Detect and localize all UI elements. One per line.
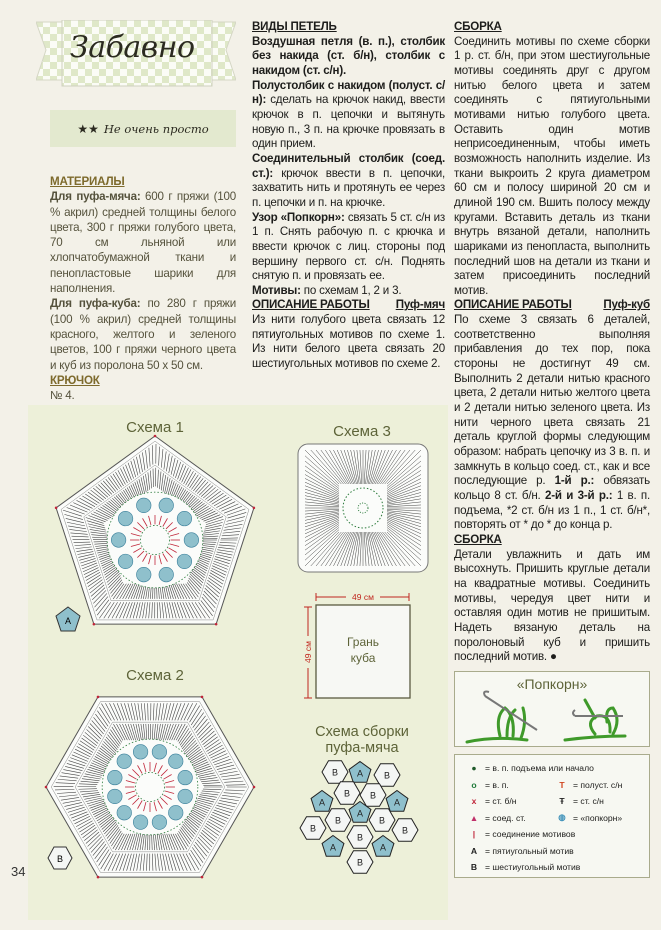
popcorn-stitch-icon [152, 745, 167, 760]
bold-term: Мотивы: [252, 283, 301, 297]
diagram-mark: B [369, 790, 377, 801]
width-dimension: 49 см [352, 592, 374, 602]
legend-row [467, 842, 649, 859]
scheme-2-title: Схема 2 [126, 667, 184, 684]
diagram-mark: B [56, 854, 64, 864]
height-dimension: 49 см [303, 641, 313, 663]
pentagon-motif [311, 791, 333, 812]
legend-row [467, 793, 649, 810]
heading-label: ОПИСАНИЕ РАБОТЫ [454, 298, 572, 312]
scheme-3-title: Схема 3 [333, 423, 391, 440]
diagram-mark: B [356, 857, 364, 868]
scheme-2-hexagon-chart [45, 696, 256, 879]
popcorn-stitch-icon [117, 805, 132, 820]
diagram-mark: B [343, 788, 351, 799]
legend-row [467, 760, 649, 777]
diagram-mark: A [356, 808, 364, 819]
diagram-mark: Грань [346, 635, 380, 649]
text-run: сделать на крючок накид, ввести крючок в п. цепочки и вытянуть новую п., 3 п. на крючке провязать в один прием. [252, 93, 445, 151]
bold-term: Соединительный столбик (соед. ст.): [252, 151, 445, 180]
legend-symbol-icon: | [472, 829, 476, 840]
legend-row [467, 809, 649, 826]
right-column-wrapper [454, 20, 650, 878]
chain-ring [102, 739, 198, 835]
legend-text: = полуст. с/н [573, 779, 623, 790]
popcorn-title: «Попкорн» [516, 675, 588, 692]
legend-item [555, 780, 622, 790]
section-title: Забавно [70, 30, 195, 65]
diagram-mark: B [401, 825, 409, 836]
legend-text: = соед. ст. [485, 812, 526, 823]
legend-row [467, 826, 649, 843]
legend-text: = ст. с/н [573, 796, 604, 807]
bold-term: 1-й р.: [554, 474, 595, 488]
assembly-column [454, 20, 650, 665]
text-run: Из нити голубого цвета связать 12 пятиугольных мотивов по схеме 1. Из нити белого цвета связать 20 шестиугольных мотивов по схеме 2. [252, 313, 445, 371]
popcorn-stitch-icon [159, 567, 174, 582]
legend-symbol-icon: ● [471, 763, 477, 774]
text-run: 1 в. п. подъема, *2 ст. б/н из 1 п., 1 ст. б/н*, повторять от * до * до конца р. [454, 489, 650, 532]
text-run: крючок ввести в п. цепочки, захватить нить и протянуть ее через п. цепочки и п. на крючке. [252, 166, 445, 209]
pentagon-motif [372, 836, 394, 857]
diagram-mark: B [309, 823, 317, 834]
corner-mark [93, 623, 96, 626]
diagram-mark: A [356, 768, 364, 779]
popcorn-stitch-drawing [455, 672, 651, 748]
page-number: 34 [11, 864, 26, 879]
legend-item [467, 796, 555, 806]
scheme-1-pentagon-chart [55, 435, 255, 626]
text-run: № 4. [50, 389, 75, 403]
legend-row [467, 776, 649, 793]
legend-text: = в. п. подъема или начало [485, 763, 594, 774]
section-heading: СБОРКА [454, 532, 502, 546]
ball-assembly-diagram [300, 761, 418, 874]
text-run: по 280 г пряжи (100 % акрил) средней толщины красного, желтого и зеленого цветов, 100 г пряжи черного цвета и куб из поролона 50 x 50 см. [50, 297, 236, 372]
section-heading: СБОРКА [454, 20, 502, 33]
legend-item [467, 846, 574, 856]
popcorn-stitch-icon [108, 770, 123, 785]
popcorn-stitch-icon [111, 533, 126, 548]
corner-mark [55, 507, 58, 510]
popcorn-stitch-icon [133, 815, 148, 830]
assembly-title-line2: пуфа-мяча [325, 740, 399, 756]
diagram-mark: B [356, 832, 364, 843]
hexagon-motif [392, 819, 418, 842]
corner-mark [253, 786, 256, 789]
hexagon-motif [334, 782, 360, 805]
legend-item [467, 780, 555, 790]
hexagon-motif [369, 809, 395, 832]
corner-mark [253, 507, 256, 510]
popcorn-stitch-icon [177, 511, 192, 526]
badge-a [56, 607, 80, 631]
popcorn-stitch-icon [168, 805, 183, 820]
hexagon-motif [300, 817, 326, 840]
section-heading: КРЮЧОК [50, 373, 100, 387]
text-run: обвязать кольцо 8 ст. б/н. [454, 474, 651, 502]
assembly-title-line1: Схема сборки [315, 724, 409, 740]
diagram-mark: A [379, 842, 387, 853]
diagram-mark: A [329, 842, 337, 853]
legend-symbol-icon: T [559, 779, 565, 790]
popcorn-stitch-icon [118, 511, 133, 526]
corner-mark [215, 623, 218, 626]
difficulty-label: Не очень просто [103, 121, 209, 136]
text-run: Детали увлажнить и дать им высохнуть. Пришить круглые детали на квадратные мотивы. Соединить мотивы, чередуя цвет нити и оставляя один мотив не пришитым. Надеть вязаную деталь на поролоновый куб и пришить последний мотив. ● [454, 547, 650, 664]
bold-term: 2-й и 3-й р.: [545, 489, 613, 502]
legend-item [555, 812, 622, 823]
popcorn-stitch-icon [117, 754, 132, 769]
legend-text: = шестиугольный мотив [485, 862, 581, 873]
bold-term: Узор «Попкорн»: [252, 210, 345, 224]
popcorn-stitch-icon [184, 533, 199, 548]
legend-item [467, 829, 575, 839]
bold-term: Для пуфа-мяча: [50, 190, 141, 204]
corner-mark [45, 786, 48, 789]
legend-item [467, 813, 555, 823]
popcorn-stitch-icon [152, 815, 167, 830]
legend-item [555, 796, 604, 806]
legend-text: = в. п. [485, 779, 509, 790]
difficulty-stars-icon: ★★ [77, 121, 99, 136]
hexagon-motif [360, 784, 386, 807]
scheme-1-title: Схема 1 [126, 419, 184, 436]
popcorn-stitch-icon [168, 754, 183, 769]
diagram-mark: A [318, 797, 326, 808]
legend-row [467, 859, 649, 876]
diagram-mark: B [331, 767, 339, 778]
text-run: по схемам 1, 2 и 3. [300, 283, 402, 297]
hexagon-motif [322, 761, 348, 784]
paragraph [454, 548, 650, 665]
corner-mark [201, 696, 204, 699]
corner-mark [97, 876, 100, 879]
popcorn-stitch-icon [118, 554, 133, 569]
popcorn-stitch-icon [108, 789, 123, 804]
section-heading: МАТЕРИАЛЫ [50, 175, 125, 188]
scheme-3-square-chart [298, 444, 428, 572]
diagram-mark: куба [350, 651, 376, 665]
popcorn-stitch-icon [136, 498, 151, 513]
heading-label: ОПИСАНИЕ РАБОТЫ [252, 298, 370, 312]
text-run: связать 5 ст. с/н из 1 п. Снять рабочую п. с крючка и ввести крючок с лиц. стороны под вершину первого ст. с/н. Поднять снятую п. и провязать ее. [252, 210, 445, 283]
legend-text: = «попкорн» [573, 812, 623, 823]
legend-symbol-icon: ▲ [469, 812, 479, 823]
chain-ring [343, 488, 383, 528]
popcorn-illustration [454, 671, 650, 747]
paragraph [454, 313, 650, 533]
diagram-mark: B [334, 815, 342, 826]
popcorn-stitch-icon [178, 770, 193, 785]
bold-term: Для пуфа-куба: [50, 297, 141, 311]
legend-text: = ст. б/н [485, 796, 517, 807]
pentagon-motif [386, 791, 408, 812]
diagram-mark: A [64, 616, 72, 626]
legend-text: = пятиугольный мотив [485, 845, 574, 856]
text-run: Соединить мотивы по схеме сборки 1 р. ст. б/н, при этом шестиугольные мотивы соединять друг с другом нитью белого цвета и затем соединять с пятиугольными мотивами нитью голубого цвета. Оставить один мотив неприсоединенным, чтобы иметь возможность наполнить изделие. Из ткани выкроить 2 круга диаметром 60 см и полосу шириной 20 см и длиной 190 см. Вшить полосу между кругами. Вставить деталь из ткани внутрь вязаной детали, наполнить шариками из пенопласта, выполнить последний шов на детали из ткани и затем присоединить последний мотив. [454, 34, 650, 297]
cube-face-diagram [302, 591, 410, 698]
bold-term: Полустолбик с накидом (полуст. с/н): [252, 78, 445, 107]
legend-symbol-icon: A [470, 845, 478, 856]
corner-mark [201, 876, 204, 879]
popcorn-stitch-icon [133, 745, 148, 760]
heading-item: Пуф-мяч [395, 298, 445, 312]
legend-symbol-icon: x [471, 796, 477, 807]
legend-symbol-icon: o [471, 779, 477, 790]
diagram-mark: A [393, 797, 401, 808]
hexagon-motif [374, 764, 400, 787]
heading-item: Пуф-куб [603, 298, 650, 312]
diagram-mark: B [378, 815, 386, 826]
legend-symbol-icon: B [470, 862, 478, 873]
text-run: 600 г пряжи (100 % акрил) средней толщины белого цвета, 300 г пряжи голубого цвета, 70 см льняной или хлопчатобумажной ткани и пенопластовые шарики для наполнения. [50, 190, 236, 296]
popcorn-stitch-icon [136, 567, 151, 582]
badge-b [48, 847, 72, 869]
hexagon-motif [347, 826, 373, 849]
legend-symbol-icon: ◍ [558, 812, 566, 823]
bold-term: Воздушная петля (в. п.), столбик без накида (ст. б/н), столбик с накидом (ст. с/н). [252, 34, 445, 77]
popcorn-stitch-icon [178, 789, 193, 804]
symbol-legend [454, 754, 650, 878]
paragraph [454, 35, 650, 299]
section-heading: ВИДЫ ПЕТЕЛЬ [252, 20, 337, 33]
pentagon-motif [349, 762, 371, 783]
popcorn-stitch-icon [159, 498, 174, 513]
corner-mark [97, 696, 100, 699]
text-run: По схеме 3 связать 6 деталей, соответственно выполняя прибавления до тех пор, пока стороны не достигнут 49 см. Выполнить 2 детали нитью красного цвета, 2 детали нитью желтого цвета и 2 детали нитью зеленого цвета. Из нити черного цвета связать 21 деталь круглой формы следующим образом: набрать цепочку из 3 в. п. и замкнуть в кольцо соед. ст., как и все последующие р. [454, 313, 650, 488]
diagram-mark: B [383, 770, 391, 781]
hexagon-motif [325, 809, 351, 832]
legend-symbol-icon: Ŧ [559, 796, 565, 807]
hexagon-motif [347, 851, 373, 874]
legend-text: = соединение мотивов [485, 829, 576, 840]
popcorn-stitch-icon [177, 554, 192, 569]
work-description-heading [454, 298, 650, 313]
legend-item [467, 862, 580, 872]
pentagon-motif [322, 836, 344, 857]
legend-item [467, 763, 594, 773]
